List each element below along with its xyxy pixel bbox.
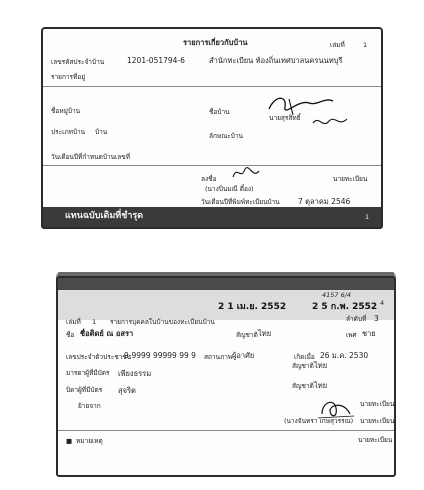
house-code-label: เลขรหัสประจำบ้าน xyxy=(51,58,105,66)
mother-nationality-value: ไทย xyxy=(314,361,328,370)
house-details-page xyxy=(41,27,383,229)
stamp-date-1: 2 1 เม.ย. 2552 xyxy=(218,302,287,312)
doc1-footer-band xyxy=(43,207,381,227)
doc2-page-no: 4 xyxy=(380,299,385,307)
mother-nationality-label: สัญชาติ xyxy=(292,362,314,370)
house-type-label: ประเภทบ้าน xyxy=(51,128,86,136)
doc1-book-no-label: เล่มที่ xyxy=(330,41,345,49)
name-label: ชื่อ xyxy=(66,331,75,339)
father-name-value: สุจริต xyxy=(118,386,136,395)
name-value: ชื่อติดย์ ณ อสรา xyxy=(80,329,134,338)
doc1-divider-2 xyxy=(43,165,381,166)
address-label: รายการที่อยู่ xyxy=(51,73,86,81)
registry-office: สำนักทะเบียน ท้องถิ่นเทศบาลนครนนทบุรี xyxy=(209,56,343,65)
stamp-date-2: 2 5 ก.พ. 2552 xyxy=(312,302,378,312)
doc2-top-band xyxy=(58,278,394,290)
signature-scribble-3 xyxy=(229,163,263,183)
print-date-label: วันเดือนปีที่พิมพ์ทะเบียนบ้าน xyxy=(201,198,280,206)
doc1-registrar-label: นายทะเบียน xyxy=(333,175,368,183)
birth-date-value: 26 ม.ค. 2530 xyxy=(320,351,369,360)
moved-from-label: ย้ายจาก xyxy=(78,402,101,410)
sex-label: เพศ xyxy=(346,331,357,339)
doc2-book-no: 1 xyxy=(92,318,97,326)
order-no: 3 xyxy=(374,314,379,323)
status-label: สถานภาพ xyxy=(204,353,233,361)
house-type-value: บ้าน xyxy=(95,128,108,136)
note-marker-icon: ■ xyxy=(66,437,73,445)
print-date-value: 7 ตุลาคม 2546 xyxy=(298,197,351,206)
signature-scribble-2 xyxy=(311,113,351,131)
father-nationality-label: สัญชาติ xyxy=(292,382,314,390)
doc1-divider-1 xyxy=(43,86,381,87)
mother-label: มารดาผู้ที่มีบัตร xyxy=(66,369,110,377)
doc1-book-no: 1 xyxy=(363,41,368,49)
nationality-label: สัญชาติ xyxy=(236,331,258,339)
mother-name-value: เพียงธรรม xyxy=(118,369,152,378)
id-value: 9-9999 99999 99 9 xyxy=(124,351,196,360)
nationality-value: ไทย xyxy=(258,329,272,338)
assigned-date-label: วันเดือนปีที่กำหนดบ้านเลขที่ xyxy=(51,153,130,161)
order-label: ลำดับที่ xyxy=(346,315,367,323)
handwritten-number: 4157 6/4 xyxy=(322,291,352,299)
sex-value: ชาย xyxy=(362,329,376,338)
birth-label: เกิดเมื่อ xyxy=(294,353,315,361)
signer-printed-name: (นางปิ่นมณี ตี๋อง) xyxy=(205,185,254,193)
father-label: บิดาผู้ที่มีบัตร xyxy=(66,386,103,394)
house-feature-label: ลักษณะบ้าน xyxy=(209,132,243,140)
status-value: ผู้อาศัย xyxy=(232,351,255,360)
doc2-book-label: เล่มที่ xyxy=(66,318,81,326)
registrar-label-bottom: นายทะเบียน xyxy=(360,417,395,425)
doc1-footer-text: แทนฉบับเดิมที่ชำรุด xyxy=(65,211,144,221)
signer-handwritten-name: นายสุรสิทธิ์ xyxy=(269,114,301,122)
note-label: หมายเหตุ xyxy=(76,437,103,445)
doc2-title: รายการบุคคลในบ้านของทะเบียนบ้าน xyxy=(110,318,215,326)
doc1-page-no: 1 xyxy=(365,213,370,221)
registrar-label-footer: นายทะเบียน xyxy=(358,436,393,444)
id-label: เลขประจำตัวประชาชน xyxy=(66,353,132,361)
doc2-stamp-area xyxy=(58,290,394,320)
house-name-label: ชื่อบ้าน xyxy=(209,108,230,116)
signer-sign-label: ลงชื่อ xyxy=(201,175,217,183)
father-nationality-value: ไทย xyxy=(314,381,328,390)
registrar-label-top: นายทะเบียน xyxy=(360,400,395,408)
doc2-divider xyxy=(58,430,394,431)
house-code-value: 1201-051794-6 xyxy=(127,56,185,65)
doc1-title: รายการเกี่ยวกับบ้าน xyxy=(183,38,248,47)
registrar-printed-name: (นางจันทรา เกษสุวรรณ) xyxy=(284,417,354,425)
person-record-page xyxy=(56,276,396,477)
village-label: ชื่อหมู่บ้าน xyxy=(51,107,81,115)
